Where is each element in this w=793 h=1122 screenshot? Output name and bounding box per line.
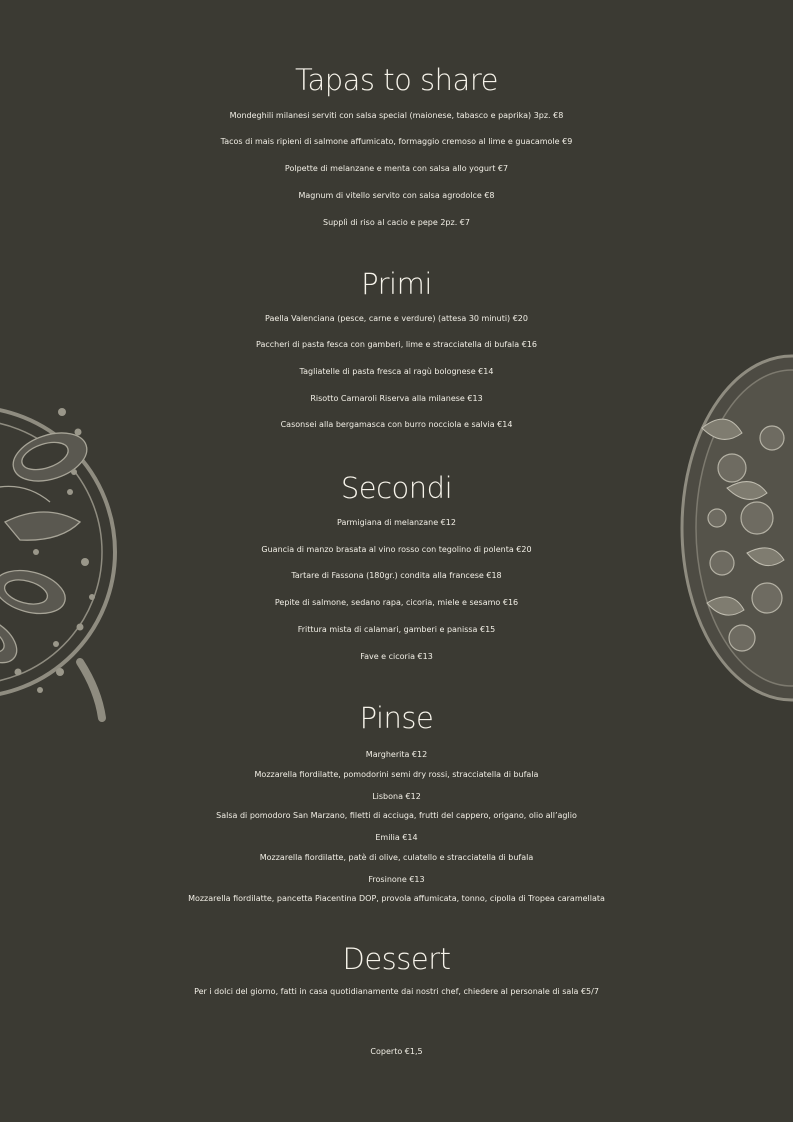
secondi-item: Tartare di Fassona (180gr.) condita alla francese €18 [291,571,502,580]
pinsa-name: Margherita €12 [365,750,428,759]
pinsa-description: Mozzarella fiordilatte, pomodorini semi dry rossi, stracciatella di bufala [254,770,539,779]
secondi-item: Pepite di salmone, sedano rapa, cicoria, miele e sesamo €16 [274,598,519,607]
pinsa-description: Salsa di pomodoro San Marzano, filetti di acciuga, frutti del cappero, origano, olio all’aglio [216,811,577,820]
primi-item: Paella Valenciana (pesce, carne e verdure) (attesa 30 minuti) €20 [265,314,528,323]
primi-item: Paccheri di pasta fesca con gamberi, lime e stracciatella di bufala €16 [256,340,537,349]
tapas-item: Mondeghili milanesi serviti con salsa special (maionese, tabasco e paprika) 3pz. €8 [229,111,564,120]
tapas-item: Polpette di melanzane e menta con salsa allo yogurt €7 [284,164,509,173]
pinsa-description: Mozzarella fiordilatte, patè di olive, culatello e stracciatella di bufala [259,853,534,862]
primi-item: Casonsei alla bergamasca con burro nocciola e salvia €14 [280,420,513,429]
pinse-title: Pinse [359,701,434,735]
pinsa-name: Lisbona €12 [372,792,421,801]
pinsa-name: Frosinone €13 [368,875,425,884]
primi-item: Tagliatelle di pasta fresca al ragù bolognese €14 [299,367,494,376]
pinsa-description: Mozzarella fiordilatte, pancetta Piacentina DOP, provola affumicata, tonno, cipolla di Tropea caramellata [188,894,605,903]
pinsa-name: Emilia €14 [375,833,418,842]
secondi-title: Secondi [340,471,453,505]
tapas-title: Tapas to share [295,63,498,97]
tapas-item: Magnum di vitello servito con salsa agrodolce €8 [298,191,495,200]
primi-item: Risotto Carnaroli Riserva alla milanese €13 [310,394,483,403]
secondi-item: Guancia di manzo brasata al vino rosso con tegolino di polenta €20 [261,545,532,554]
dessert-description: Per i dolci del giorno, fatti in casa quotidianamente dai nostri chef, chiedere al personale di sala €5/7 [194,987,599,996]
tapas-item: Tacos di mais ripieni di salmone affumicato, formaggio cremoso al lime e guacamole €9 [220,137,573,146]
primi-title: Primi [361,267,432,301]
secondi-item: Fave e cicoria €13 [360,652,433,661]
dessert-title: Dessert [342,942,451,976]
secondi-item: Parmigiana di melanzane €12 [337,518,456,527]
tapas-item: Supplì di riso al cacio e pepe 2pz. €7 [323,218,470,227]
coperto-price: Coperto €1,5 [370,1047,423,1056]
secondi-item: Frittura mista di calamari, gamberi e panissa €15 [297,625,496,634]
